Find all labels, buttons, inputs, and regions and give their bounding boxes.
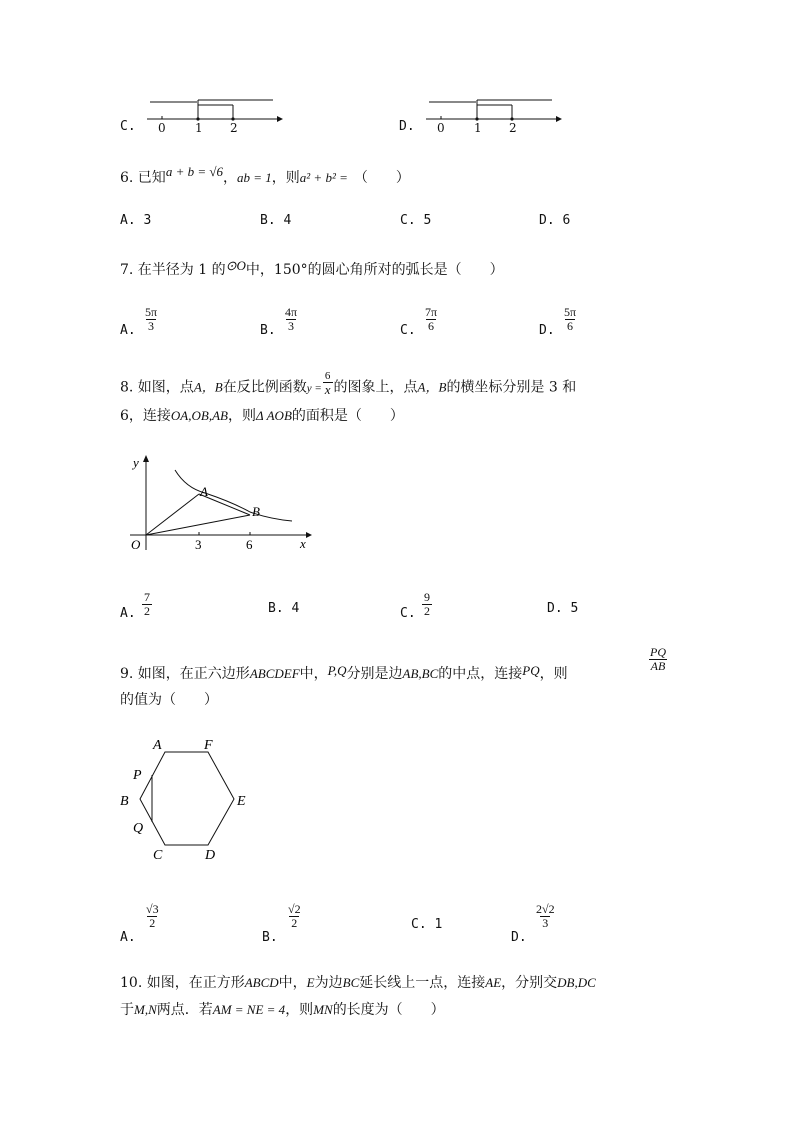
q8-option-a-label[interactable]: A. (120, 606, 136, 621)
q7-option-b-label[interactable]: B. (260, 323, 276, 338)
q8-triangle: Δ AOB (255, 408, 292, 423)
tick-2-c: 2 (230, 121, 238, 135)
q9-option-b-fraction: $\frac{√2}{2}$ (288, 902, 301, 930)
q9-hexagon-figure (115, 735, 255, 865)
q9-sides: AB,BC (402, 666, 439, 681)
label-y: y (133, 455, 139, 470)
q8-option-d[interactable]: D. 5 (547, 601, 579, 616)
segment-oa (146, 494, 199, 535)
tick-6: 6 (246, 537, 253, 552)
svg-text:F: F (204, 738, 213, 753)
q9-option-b-label[interactable]: B. (262, 930, 278, 945)
regular-hexagon (140, 752, 234, 845)
q6-prefix: 6. 已知 (120, 170, 166, 186)
q8-func-den: x (324, 382, 331, 397)
q7-option-c-fraction: $\frac{7\pi}{6}$ (425, 305, 438, 333)
q8-option-a-fraction: $\frac{7}{2}$ (144, 590, 150, 618)
q6-option-a[interactable]: A. 3 (120, 213, 152, 228)
question-9-line-2: 的值为（ ） (120, 692, 218, 708)
q10-mn-points: M,N (134, 1002, 157, 1017)
q9-pq-segment: PQ (522, 663, 540, 678)
q9-option-c[interactable]: C. 1 (411, 917, 443, 932)
label-b: B (252, 504, 260, 519)
q7-circle-o: ⊙O (225, 258, 246, 273)
question-8-line-1: 8. 如图，点A，B在反比例函数y = 6 x 的图象上，点A，B的横坐标分别是 3 和 (120, 370, 577, 397)
q7-option-a-fraction: $\frac{5\pi}{3}$ (145, 305, 158, 333)
question-8-line-2: 6，连接OA,OB,AB，则Δ AOB的面积是（ ） (120, 408, 404, 424)
svg-text:D: D (205, 848, 216, 863)
svg-text:C: C (153, 848, 163, 863)
tick-3: 3 (195, 537, 202, 552)
q6-sep: ， (223, 170, 237, 186)
question-10-line-2: 于M,N两点．若AM = NE = 4，则MN的长度为（ ） (120, 1002, 445, 1018)
q9-pq: P,Q (327, 663, 347, 678)
q9-option-d-fraction: $\frac{2√2}{3}$ (536, 902, 555, 930)
svg-text:Q: Q (133, 821, 144, 836)
label-x: x (300, 536, 306, 551)
q6-cond1: a + b = √6 (165, 164, 223, 179)
q8-option-c-fraction: $\frac{9}{2}$ (424, 590, 430, 618)
q6-mid: ，则 (271, 170, 300, 186)
q7-option-d-label[interactable]: D. (539, 323, 555, 338)
q6-option-c[interactable]: C. 5 (400, 213, 432, 228)
tick-1-d: 1 (474, 121, 482, 135)
q7-option-b-fraction: $\frac{4\pi}{3}$ (285, 305, 298, 333)
q9-option-d-label[interactable]: D. (511, 930, 527, 945)
q10-square: ABCD (244, 975, 279, 990)
q8-option-c-label[interactable]: C. (400, 606, 416, 621)
q6-option-d[interactable]: D. 6 (539, 213, 571, 228)
label-a: A (200, 484, 208, 499)
q8-points: A，B (193, 379, 223, 395)
q8-option-b[interactable]: B. 4 (268, 601, 300, 616)
q6-expr: a² + b² = (299, 170, 348, 185)
q7-option-a-label[interactable]: A. (120, 323, 136, 338)
svg-text:B: B (120, 794, 129, 809)
q6-cond2: ab = 1 (237, 170, 272, 185)
svg-text:A: A (153, 738, 162, 753)
q9-option-a-fraction: $\frac{√3}{2}$ (146, 902, 159, 930)
q8-func-num: 6 (324, 370, 331, 382)
question-10-line-1: 10. 如图，在正方形ABCD中，E为边BC延长线上一点，连接AE，分别交DB,DC (120, 975, 596, 991)
q7-option-c-label[interactable]: C. (400, 323, 416, 338)
q9-option-a-label[interactable]: A. (120, 930, 136, 945)
number-line-c (145, 92, 285, 138)
svg-text:P: P (133, 768, 142, 783)
tick-2-d: 2 (509, 121, 517, 135)
segment-ob (146, 515, 250, 535)
q9-ratio-fraction: $\frac{PQ}{AB}$ (650, 645, 666, 673)
q7-text-a: 7. 在半径为 1 的 (120, 262, 226, 278)
svg-text:E: E (237, 794, 246, 809)
q10-db-dc: DB,DC (557, 975, 596, 990)
q6-option-b[interactable]: B. 4 (260, 213, 292, 228)
question-7-stem (120, 259, 504, 279)
tick-1-c: 1 (195, 121, 203, 135)
q5-option-d-label: D. (399, 119, 415, 134)
q8-segments: OA,OB,AB (170, 408, 228, 423)
tick-0-c: 0 (158, 121, 166, 135)
q10-equation: AM = NE = 4 (212, 1002, 286, 1017)
label-o: O (131, 537, 141, 552)
q8-func-lhs: y = (306, 382, 322, 395)
number-line-d (424, 92, 564, 138)
tick-0-d: 0 (437, 121, 445, 135)
q7-text-b: 中，150°的圆心角所对的弧长是（ ） (245, 262, 504, 278)
hyperbola-curve (175, 470, 292, 521)
q7-option-d-fraction: $\frac{5\pi}{6}$ (564, 305, 577, 333)
q5-option-c-label: C. (120, 119, 136, 134)
q9-hexagon-name: ABCDEF (249, 666, 300, 681)
q6-paren: （ ） (353, 170, 410, 186)
q8-inverse-function-graph (120, 450, 320, 560)
question-9-line-1: 9. 如图，在正六边形ABCDEF中，P,Q分别是边AB,BC的中点，连接PQ，则 (120, 663, 568, 682)
question-6-stem (120, 164, 410, 187)
